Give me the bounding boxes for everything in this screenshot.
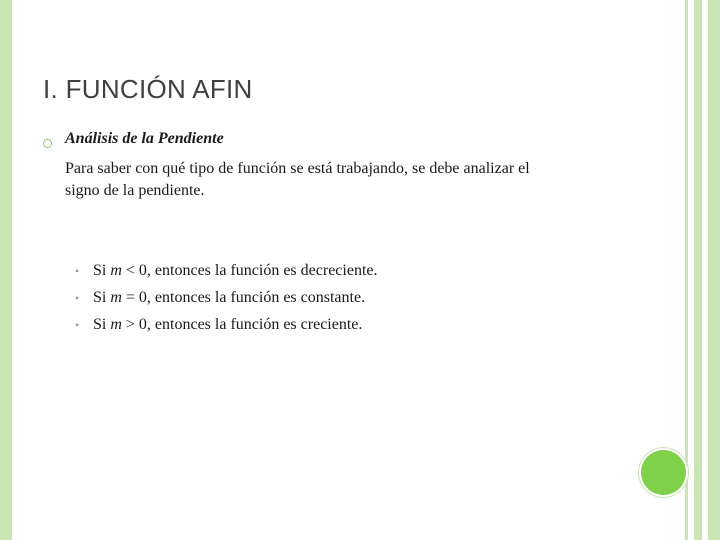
bullet-prefix: Si xyxy=(93,262,111,279)
intro-line-2: signo de la pendiente. xyxy=(65,182,205,199)
circle-bullet-icon xyxy=(43,139,52,148)
list-item xyxy=(75,314,377,341)
frame-right-stripe xyxy=(694,0,702,540)
slope-variable: m xyxy=(110,316,122,333)
intro-paragraph xyxy=(65,158,625,202)
decorative-circle-icon xyxy=(641,450,686,495)
bullet-dot-icon: • xyxy=(75,291,80,305)
intro-line-1: Para saber con qué tipo de función se está trabajando, se debe analizar el xyxy=(65,160,530,177)
bullet-prefix: Si xyxy=(93,289,111,306)
bullet-dot-icon: • xyxy=(75,264,80,278)
bullet-text: < 0, entonces la función es decreciente. xyxy=(121,262,378,279)
bullet-dot-icon: • xyxy=(75,318,80,332)
frame-left-border xyxy=(0,0,12,540)
section-subheading: Análisis de la Pendiente xyxy=(65,130,224,147)
slope-variable: m xyxy=(110,289,122,306)
bullet-prefix: Si xyxy=(93,316,111,333)
frame-right-border xyxy=(708,0,720,540)
slope-variable: m xyxy=(110,262,122,279)
frame-right-stripe xyxy=(685,0,688,540)
slope-cases-list xyxy=(75,260,377,341)
bullet-text: = 0, entonces la función es constante. xyxy=(121,289,366,306)
bullet-text: > 0, entonces la función es creciente. xyxy=(121,316,363,333)
slide-title: I. FUNCIÓN AFIN xyxy=(43,74,253,104)
list-item xyxy=(75,287,377,314)
list-item xyxy=(75,260,377,287)
